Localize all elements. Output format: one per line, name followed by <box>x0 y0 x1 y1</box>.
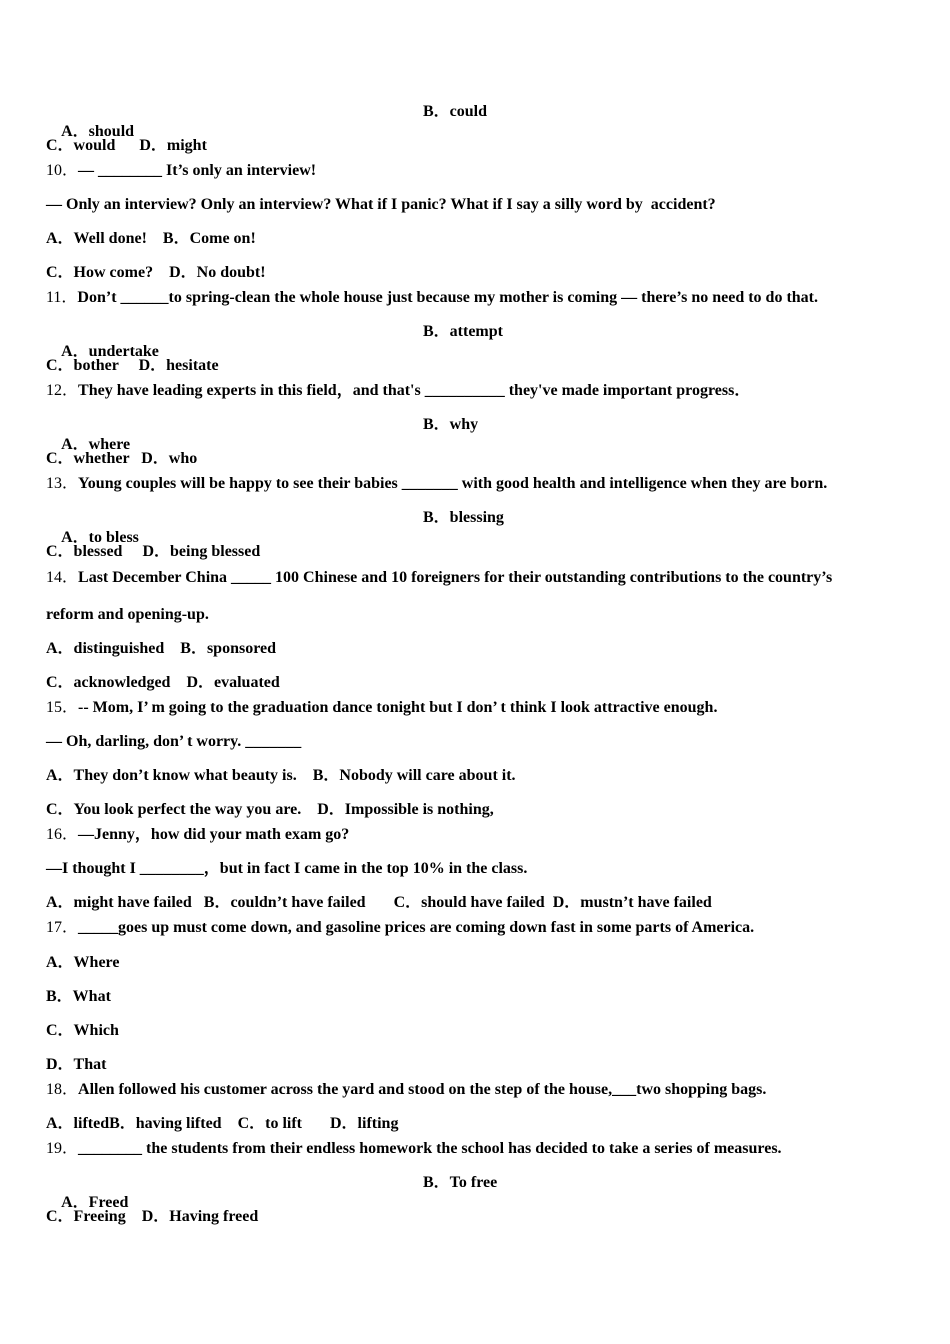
q14-options-cd: C．acknowledged D．evaluated <box>46 674 280 691</box>
q13-options-cd: C．blessed D．being blessed <box>46 543 261 560</box>
q9-options-cd: C．would D．might <box>46 137 207 154</box>
q15-options-cd: C．You look perfect the way you are. D．Impossible is nothing, <box>46 801 494 818</box>
q10-options-cd: C．How come? D．No doubt! <box>46 264 266 281</box>
q11-stem-text: Don’t ______to spring-clean the whole house just because my mother is coming — there’s no need to do that. <box>77 289 818 306</box>
q17-option-d: D．That <box>46 1056 107 1073</box>
q13-option-b: B．blessing <box>423 509 504 526</box>
q12-stem-text: They have leading experts in this field，and that's __________ they've made important progress． <box>78 382 751 399</box>
q12-stem <box>46 381 750 401</box>
q15-stem-2: — Oh, darling, don’ t worry. _______ <box>46 733 302 750</box>
q18-number: 18． <box>46 1081 79 1098</box>
q10-stem <box>46 161 316 181</box>
q13-number: 13． <box>46 475 79 492</box>
q16-stem <box>46 825 349 845</box>
q9-option-a: A．should <box>61 123 135 140</box>
q19-options-cd: C．Freeing D．Having freed <box>46 1208 259 1225</box>
q16-options: A．might have failed B．couldn’t have failed C．should have failed D．mustn’t have failed <box>46 894 712 911</box>
q19-option-b: B．To free <box>423 1174 498 1191</box>
q9-option-b: B．could <box>423 103 488 120</box>
q10-stem-text: — ________ It’s only an interview! <box>78 162 317 179</box>
q12-options-cd: C．whether D．who <box>46 450 198 467</box>
q11-option-a: A．undertake <box>61 343 159 360</box>
q18-stem <box>46 1080 766 1100</box>
q10-options-ab: A．Well done! B．Come on! <box>46 230 256 247</box>
q11-option-b: B．attempt <box>423 323 503 340</box>
q17-option-c: C．Which <box>46 1022 119 1039</box>
q11-options-cd: C．bother D．hesitate <box>46 357 219 374</box>
q19-number: 19． <box>46 1140 79 1157</box>
q17-number: 17． <box>46 919 79 936</box>
q19-stem <box>46 1139 782 1159</box>
q16-number: 16． <box>46 826 79 843</box>
q12-number: 12． <box>46 382 79 399</box>
q17-stem <box>46 918 754 938</box>
q14-stem-text: Last December China _____ 100 Chinese and 10 foreigners for their outstanding contributions to the country’s <box>78 569 833 586</box>
q11-stem <box>46 288 818 308</box>
q15-number: 15． <box>46 699 79 716</box>
q17-option-b: B．What <box>46 988 111 1005</box>
q17-option-a: A．Where <box>46 954 120 971</box>
q14-number: 14． <box>46 569 79 586</box>
q14-stem <box>46 568 832 588</box>
q11-number: 11． <box>46 289 78 306</box>
q13-option-a: A．to bless <box>61 529 139 546</box>
q17-stem-text: _____goes up must come down, and gasoline prices are coming down fast in some parts of America. <box>78 919 755 936</box>
q13-stem <box>46 474 827 494</box>
q19-option-a: A．Freed <box>61 1194 129 1211</box>
q14-stem-2: reform and opening-up. <box>46 606 209 623</box>
q15-stem <box>46 698 717 718</box>
q16-stem-2: —I thought I ________，but in fact I came in the top 10% in the class. <box>46 860 528 877</box>
q12-option-a: A．where <box>61 436 131 453</box>
q16-stem-text: —Jenny，how did your math exam go? <box>78 826 350 843</box>
q13-stem-text: Young couples will be happy to see their babies _______ with good health and intelligence when they are born. <box>78 475 828 492</box>
q19-stem-text: ________ the students from their endless homework the school has decided to take a series of measures. <box>78 1140 782 1157</box>
q18-stem-text: Allen followed his customer across the yard and stood on the step of the house,___two shopping bags. <box>78 1081 767 1098</box>
q15-options-ab: A．They don’t know what beauty is. B．Nobody will care about it. <box>46 767 516 784</box>
q10-stem-2: — Only an interview? Only an interview? What if I panic? What if I say a silly word by accident? <box>46 196 716 213</box>
q14-options-ab: A．distinguished B．sponsored <box>46 640 277 657</box>
q18-options: A．liftedB．having lifted C．to lift D．lifting <box>46 1115 399 1132</box>
q15-stem-text: -- Mom, I’ m going to the graduation dance tonight but I don’ t think I look attractive enough. <box>78 699 718 716</box>
q12-option-b: B．why <box>423 416 479 433</box>
q10-number: 10． <box>46 162 79 179</box>
